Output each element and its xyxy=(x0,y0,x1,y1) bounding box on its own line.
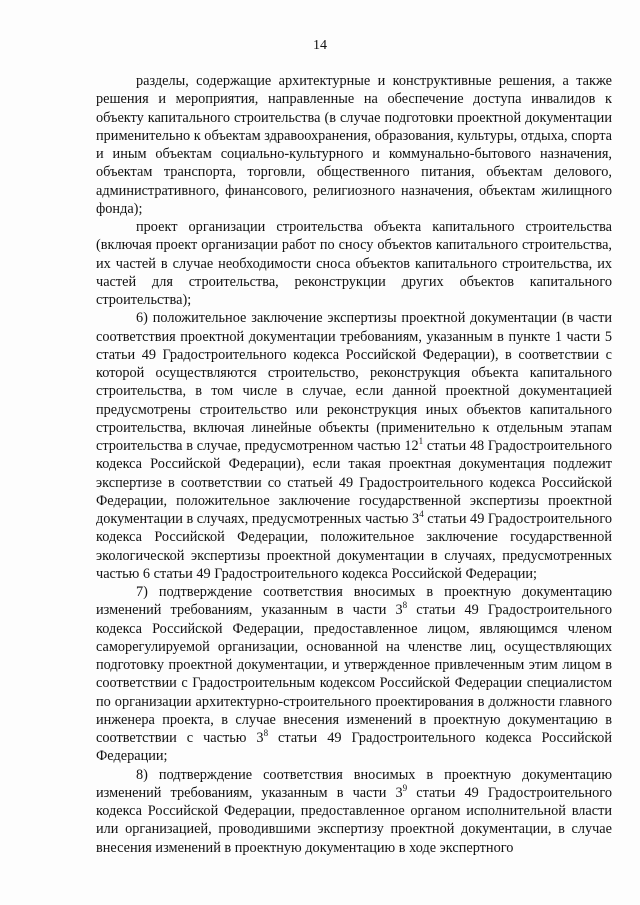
text-run: статьи 48 Градостроительного кодекса Российской Федерации), если такая проектная документация подлежит экспертизе в соответствии со статьей 49 Градостроительного кодекса Российской Федерации, положительное заключение государственной экспертизы проектной документации в случаях, предусмотренных частью 3 xyxy=(96,438,612,527)
paragraph xyxy=(96,583,612,766)
text-run: 7) подтверждение соответствия вносимых в проектную документацию изменений требованиям, указанным в части 3 xyxy=(96,584,612,619)
paragraph xyxy=(96,72,612,218)
paragraph xyxy=(96,309,612,583)
text-run: статьи 49 Градостроительного кодекса Российской Федерации, предоставленное органом исполнительной власти или организацией, проводившими экспертизу проектной документации, в случае внесения изменений в проектную документацию в ходе экспертного xyxy=(96,784,612,856)
paragraph xyxy=(96,766,612,857)
text-run: 6) положительное заключение экспертизы проектной документации (в части соответствия проектной документации требованиям, указанным в пункте 1 части 5 статьи 49 Градостроительного кодекса Российской Федерации), в соответствии с которой осуществляются строительство, реконструкция объекта капитального строительства, в том числе в случае, если данной проектной документацией предусмотрены строительство или реконструкция иных объектов капитального строительства, включая линейные объекты (применительно к отдельным этапам строительства в случае, предусмотренном частью 12 xyxy=(96,310,612,454)
superscript: 4 xyxy=(419,509,424,519)
superscript: 9 xyxy=(402,782,408,793)
superscript: 8 xyxy=(263,728,269,738)
page-number: 14 xyxy=(313,38,327,53)
superscript: 8 xyxy=(402,600,408,611)
text-run: статьи 49 Градостроительного кодекса Российской Федерации, положительное заключение государственной экологической экспертизы проектной документации в случаях, предусмотренных частью 6 статьи 49 Градостроительного кодекса Российской Федерации; xyxy=(96,511,612,582)
paragraph xyxy=(96,218,612,309)
document-body xyxy=(96,72,612,857)
text-run: статьи 49 Градостроительного кодекса Российской Федерации, предоставленное лицом, являющимся членом саморегулируемой организации, основанной на членстве лиц, осуществляющих подготовку проектной документации, и утвержденное привлеченным этим лицом в соответствии с Градостроительным кодексом Российской Федерации специалистом по организации архитектурно-строительного проектирования в должности главного инженера проекта, в случае внесения изменений в проектную документацию в соответствии с частью 3 xyxy=(96,602,612,746)
text-run: проект организации строительства объекта капитального строительства (включая проект организации работ по сносу объектов капитального строительства, их частей в случае необходимости сноса объектов капитального строительства, их частей для строительства, реконструкции других объектов капитального строительства); xyxy=(96,219,612,308)
text-run: разделы, содержащие архитектурные и конструктивные решения, а также решения и мероприятия, направленные на обеспечение доступа инвалидов к объекту капитального строительства (в случае подготовки проектной документации применительно к объектам здравоохранения, образования, культуры, отдыха, спорта и иным объектам социально-культурного и коммунально-бытового назначения, объектам транспорта, торговли, общественного питания, объектам делового, административного, финансового, религиозного назначения, объектам жилищного фонда); xyxy=(96,73,612,217)
text-run: 8) подтверждение соответствия вносимых в проектную документацию изменений требованиям, указанным в части 3 xyxy=(96,766,612,801)
superscript: 1 xyxy=(418,436,424,446)
text-run: статьи 49 Градостроительного кодекса Российской Федерации; xyxy=(96,730,612,765)
